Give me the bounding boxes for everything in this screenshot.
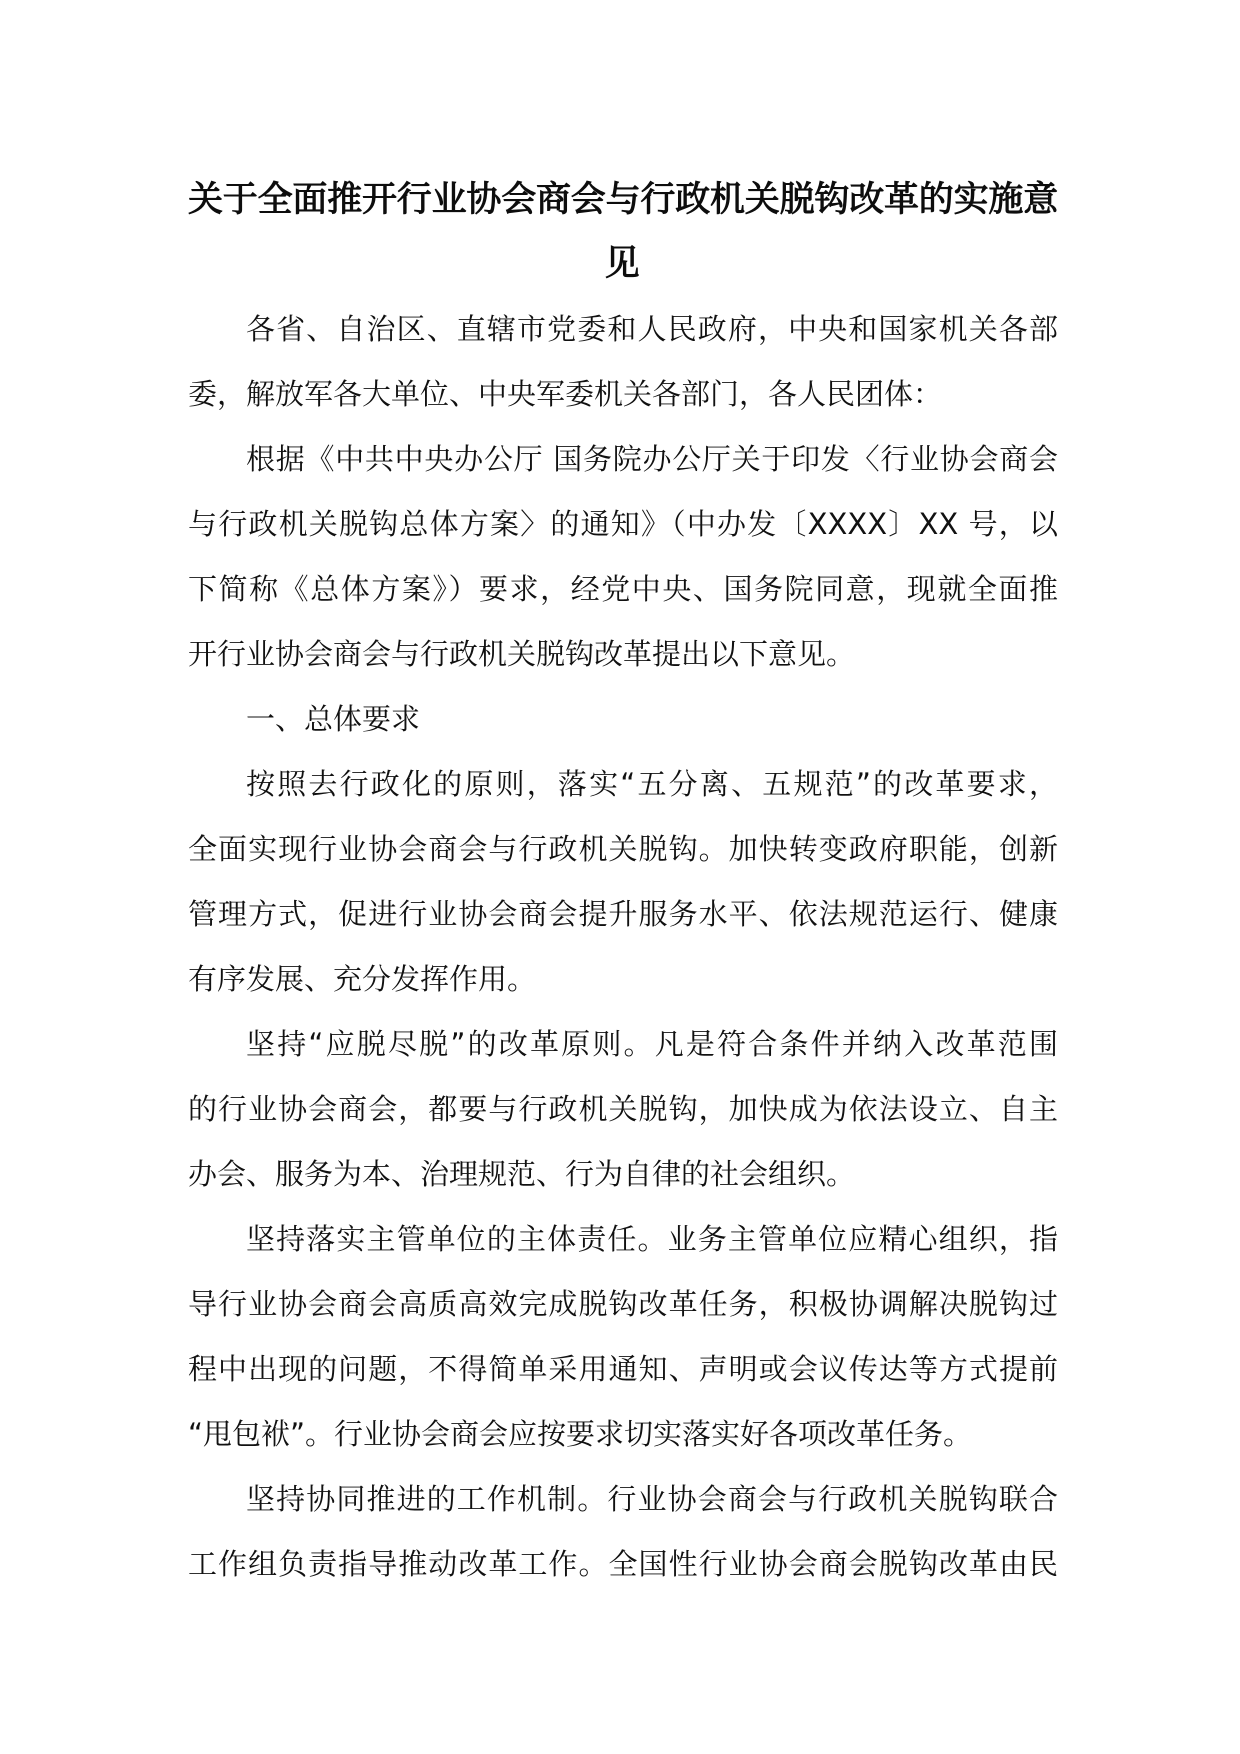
text-line: “甩包袱”。行业协会商会应按要求切实落实好各项改革任务。	[188, 1417, 973, 1451]
text-line: 程中出现的问题，不得简单采用通知、声明或会议传达等方式提前	[188, 1352, 1058, 1386]
paragraph-salutation	[188, 297, 1058, 427]
title-line-2: 见	[604, 244, 640, 284]
text-line: 的行业协会商会，都要与行政机关脱钩，加快成为依法设立、自主	[188, 1092, 1058, 1126]
text-line: 按照去行政化的原则，落实“五分离、五规范”的改革要求，	[246, 767, 1058, 801]
text-line: 坚持“应脱尽脱”的改革原则。凡是符合条件并纳入改革范围	[246, 1027, 1058, 1061]
text-line: 与行政机关脱钩总体方案〉的通知》（中办发〔XXXX〕XX 号，以	[188, 507, 1058, 541]
text-line: 各省、自治区、直辖市党委和人民政府，中央和国家机关各部	[246, 312, 1058, 346]
text-line: 工作组负责指导推动改革工作。全国性行业协会商会脱钩改革由民	[188, 1547, 1058, 1581]
text-line: 导行业协会商会高质高效完成脱钩改革任务，积极协调解决脱钩过	[188, 1287, 1058, 1321]
text-line: 坚持协同推进的工作机制。行业协会商会与行政机关脱钩联合	[246, 1482, 1058, 1516]
paragraph-principle-2	[188, 1207, 1058, 1467]
document-title	[188, 168, 1059, 296]
text-line: 坚持落实主管单位的主体责任。业务主管单位应精心组织，指	[246, 1222, 1058, 1256]
text-line: 下简称《总体方案》）要求，经党中央、国务院同意，现就全面推	[188, 572, 1058, 606]
document-body	[188, 297, 1058, 1597]
section-heading	[188, 687, 1058, 752]
title-line-1: 关于全面推开行业协会商会与行政机关脱钩改革的实施意	[188, 180, 1059, 220]
text-line: 有序发展、充分发挥作用。	[188, 962, 537, 996]
text-line: 根据《中共中央办公厅 国务院办公厅关于印发〈行业协会商会	[246, 442, 1058, 476]
paragraph-principle-3	[188, 1467, 1058, 1597]
text-line: 办会、服务为本、治理规范、行为自律的社会组织。	[188, 1157, 856, 1191]
paragraph-basis	[188, 427, 1058, 687]
paragraph-principle-overview	[188, 752, 1058, 1012]
text-line: 开行业协会商会与行政机关脱钩改革提出以下意见。	[188, 637, 856, 671]
text-line: 一、总体要求	[246, 702, 421, 736]
paragraph-principle-1	[188, 1012, 1058, 1207]
text-line: 委，解放军各大单位、中央军委机关各部门，各人民团体：	[188, 377, 943, 411]
text-line: 管理方式，促进行业协会商会提升服务水平、依法规范运行、健康	[188, 897, 1058, 931]
text-line: 全面实现行业协会商会与行政机关脱钩。加快转变政府职能，创新	[188, 832, 1058, 866]
